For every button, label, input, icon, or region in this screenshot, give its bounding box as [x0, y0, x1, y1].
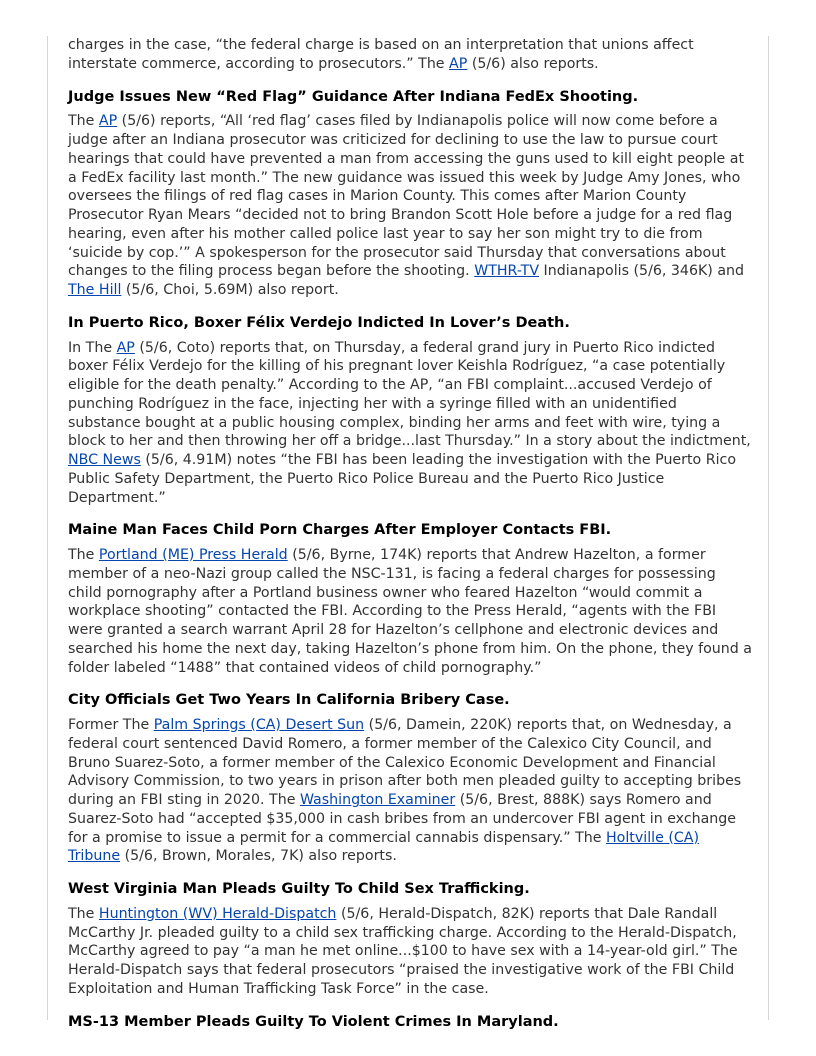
source-link-nbc-news[interactable]: NBC News	[68, 452, 141, 468]
article	[68, 880, 752, 999]
article-body	[68, 716, 752, 866]
source-link-the-hill[interactable]: The Hill	[68, 282, 122, 298]
article-headline: West Virginia Man Pleads Guilty To Child Sex Trafficking.	[68, 881, 530, 897]
article-body	[68, 546, 752, 677]
article-headline: Maine Man Faces Child Porn Charges After Employer Contacts FBI.	[68, 522, 612, 539]
right-margin-rule	[768, 36, 769, 1020]
source-link-ap[interactable]: AP	[98, 113, 118, 130]
article-headline: City Officials Get Two Years In California Bribery Case.	[68, 692, 510, 709]
article-continued	[68, 36, 752, 74]
source-link-holtville-tribune[interactable]: Holtville (CA) Tribune	[68, 829, 700, 865]
body-text: (5/6, Brest, 888K) says Romero and Suarez-Soto had “accepted $35,000 in cash bribes from an undercover FBI agent in exchange for a promise to issue a permit for a commercial cannabis dispensary.” The	[68, 792, 737, 846]
article	[68, 88, 752, 300]
body-text: The	[68, 113, 99, 130]
body-text: (5/6, Choi, 5.69M) also report.	[121, 282, 339, 298]
article	[68, 1013, 752, 1032]
body-text: (5/6, Damein, 220K) reports that, on Wednesday, a federal court sentenced David Romero, a former member of the Calexico City Council, and Bruno Suarez-Soto, a former member of the Calexico Economic Development and Financial Advisory Commission, to two years in prison after both men pleaded guilty to accepting bribes during an FBI sting in 2020. The	[68, 717, 742, 808]
left-margin-rule	[47, 36, 48, 1020]
source-link-wthr-tv[interactable]: WTHR-TV	[474, 263, 540, 280]
article	[68, 314, 752, 508]
body-text: The	[68, 547, 99, 563]
body-text: (5/6) reports, “All ‘red flag’ cases filed by Indianapolis police will now come before a judge after an Indiana prosecutor was criticized for declining to use the law to pursue court hearings that could have prevented a man from accessing the guns used to kill eight people at a FedEx facility last month.” The new guidance was issued this week by Judge Amy Jones, who oversees the filings of red flag cases in Marion County. This comes after Marion County Prosecutor Ryan Mears “decided not to bring Brandon Scott Hole before a judge for a red flag hearing, even after his mother called police last year to say her son might try to die from ‘suicide by cop.’” A spokesperson for the prosecutor said Thursday that conversations about changes to the filing process began before the shooting.	[68, 113, 745, 280]
body-text: (5/6, Brown, Morales, 7K) also reports.	[120, 848, 397, 865]
body-text: (5/6, Herald-Dispatch, 82K) reports that Dale Randall McCarthy Jr. pleaded guilty to a child sex trafficking charge. According to the Herald-Dispatch, McCarthy agreed to pay “a man he met online...$100 to have sex with a 14-year-old girl.” The Herald-Dispatch says that federal prosecutors “praised the investigative work of the FBI Child Exploitation and Human Trafficking Task Force” in the case.	[68, 905, 738, 997]
source-link-washington-examiner[interactable]: Washington Examiner	[299, 792, 456, 808]
body-text: (5/6, 4.91M) notes “the FBI has been leading the investigation with the Puerto Rico Public Safety Department, the Puerto Rico Police Bureau and the Puerto Rico Justice Department.”	[68, 452, 737, 506]
source-link-ap[interactable]: AP	[449, 55, 468, 72]
body-text: (5/6, Byrne, 174K) reports that Andrew Hazelton, a former member of a neo-Nazi group called the NSC-131, is facing a federal charges for possessing child pornography after a Portland business owner who feared Hazelton “would commit a workplace shooting” contacted the FBI. According to the Press Herald, “agents with the FBI were granted a search warrant April 28 for Hazelton’s cellphone and electronic devices and searched his home the next day, taking Hazelton’s phone from him. On the phone, they found a folder labeled “1488” that contained videos of child pornography.”	[68, 547, 752, 676]
body-text: The	[68, 905, 99, 922]
source-link-desert-sun[interactable]: Palm Springs (CA) Desert Sun	[153, 717, 365, 733]
article-body	[68, 36, 752, 74]
body-text: (5/6, Coto) reports that, on Thursday, a federal grand jury in Puerto Rico indicted boxer Félix Verdejo for the killing of his pregnant lover Keishla Rodríguez, “a case potentially eligible for the death penalty.” According to the AP, “an FBI complaint...accused Verdejo of punching Rodríguez in the face, injecting her with a syringe filled with an unidentified substance bought at a public housing complex, binding her arms and feet with wire, tying a block to her and then throwing her off a bridge...last Thursday.” In a story about the indictment,	[68, 339, 751, 450]
article	[68, 691, 752, 866]
source-link-herald-dispatch[interactable]: Huntington (WV) Herald-Dispatch	[98, 905, 337, 922]
body-text: In The	[68, 339, 117, 356]
body-text: Former The	[68, 717, 154, 733]
body-text: Indianapolis (5/6, 346K) and	[539, 263, 745, 280]
article-headline: In Puerto Rico, Boxer Félix Verdejo Indicted In Lover’s Death.	[68, 314, 570, 331]
article-headline: MS-13 Member Pleads Guilty To Violent Crimes In Maryland.	[68, 1013, 559, 1030]
article	[68, 521, 752, 677]
article-headline: Judge Issues New “Red Flag” Guidance After Indiana FedEx Shooting.	[68, 88, 639, 105]
newsletter-content	[68, 36, 752, 1037]
body-text: charges in the case, “the federal charge is based on an interpretation that unions affect interstate commerce, according to prosecutors.” The	[68, 37, 694, 72]
body-text: (5/6) also reports.	[467, 55, 599, 72]
article-body	[68, 112, 752, 300]
article-body	[68, 339, 752, 508]
source-link-portland-press-herald[interactable]: Portland (ME) Press Herald	[98, 547, 288, 563]
article-body	[68, 905, 752, 999]
source-link-ap[interactable]: AP	[116, 339, 135, 356]
